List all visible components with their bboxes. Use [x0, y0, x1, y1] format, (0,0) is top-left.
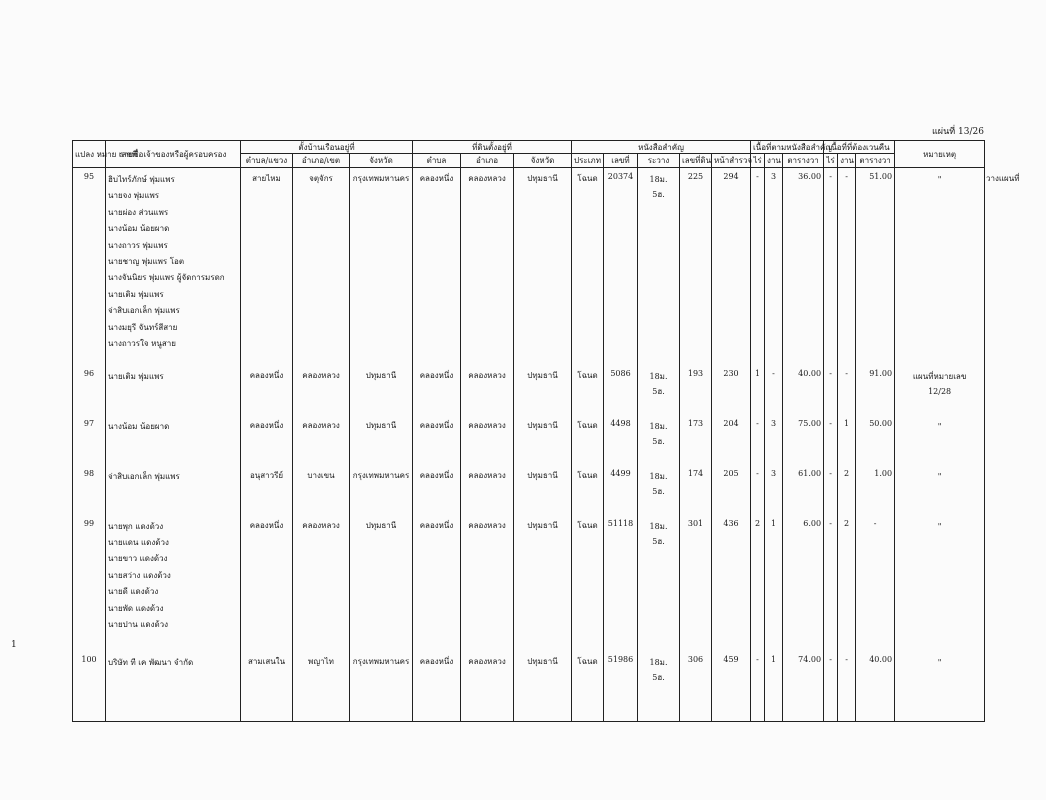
owner-name: นายชาญ พุ่มแพร โอต	[108, 257, 185, 267]
remark-line: "	[937, 521, 942, 531]
header-exp-rai: ไร่	[824, 154, 838, 168]
remark-line: 12/28	[928, 386, 952, 396]
exp-rai: -	[824, 415, 838, 465]
survey-page: 294	[712, 168, 751, 365]
doc-rai: -	[751, 168, 765, 365]
doc-type: โฉนด	[572, 465, 604, 515]
exp-ngan: -	[838, 168, 856, 365]
remark	[895, 415, 985, 465]
header-doc-no: เลขที่	[604, 154, 638, 168]
doc-no: 51118	[604, 515, 638, 643]
doc-sheet	[638, 168, 680, 365]
plot-no: 99	[73, 515, 106, 643]
header-address-province: จังหวัด	[350, 154, 413, 168]
remark-line: แผนที่หมายเลข	[912, 371, 967, 381]
owner-name: นายพัด แดงด้วง	[108, 603, 164, 613]
sheet-line: 18ม.	[649, 471, 668, 481]
doc-type: โฉนด	[572, 365, 604, 415]
doc-ngan: 1	[765, 515, 783, 643]
doc-no: 5086	[604, 365, 638, 415]
header-land-subdistrict: ตำบล	[413, 154, 461, 168]
sheet-line: 18ม.	[649, 421, 668, 431]
address-subdistrict: คลองหนึ่ง	[241, 515, 293, 643]
survey-page: 205	[712, 465, 751, 515]
exp-sqwa: 50.00	[856, 415, 895, 465]
exp-rai: -	[824, 168, 838, 365]
doc-ngan: 3	[765, 415, 783, 465]
owner-name: นายแดน แดงด้วง	[108, 537, 169, 547]
remark	[895, 168, 985, 365]
exp-rai: -	[824, 643, 838, 722]
doc-rai: -	[751, 643, 765, 722]
land-subdistrict: คลองหนึ่ง	[413, 168, 461, 365]
land-district: คลองหลวง	[461, 643, 514, 722]
land-no: 193	[680, 365, 712, 415]
owner-name: นางมยุรี จันทร์สีสาย	[108, 322, 178, 332]
land-no: 173	[680, 415, 712, 465]
exp-rai: -	[824, 365, 838, 415]
land-no: 225	[680, 168, 712, 365]
plot-no: 98	[73, 465, 106, 515]
address-district: คลองหลวง	[293, 515, 350, 643]
sheet-line: 18ม.	[649, 371, 668, 381]
remark-line: "	[937, 657, 942, 667]
owner-name: นางน้อม น้อยผาด	[108, 224, 170, 234]
address-subdistrict: คลองหนึ่ง	[241, 415, 293, 465]
exp-rai: -	[824, 515, 838, 643]
doc-no: 4499	[604, 465, 638, 515]
header-doc-ngan: งาน	[765, 154, 783, 168]
owner-name: นางน้อม น้อยผาด	[108, 421, 170, 431]
header-address-district: อำเภอ/เขต	[293, 154, 350, 168]
owner-name: นายผ่อง ส่วนแพร	[108, 207, 169, 217]
header-exp-ngan: งาน	[838, 154, 856, 168]
doc-sqwa: 74.00	[783, 643, 824, 722]
land-district: คลองหลวง	[461, 515, 514, 643]
doc-no: 51986	[604, 643, 638, 722]
address-province: ปทุมธานี	[350, 515, 413, 643]
owner-name: จ่าสิบเอกเล็ก พุ่มแพร	[108, 471, 180, 481]
owner-name: บริษัท ที เค พัฒนา จำกัด	[108, 657, 194, 667]
exp-sqwa: 91.00	[856, 365, 895, 415]
owner-list	[106, 365, 241, 415]
owner-name: นางจันนิยร พุ่มแพร ผู้จัดการมรดก	[108, 273, 225, 283]
survey-page: 204	[712, 415, 751, 465]
remark-line: "	[937, 421, 942, 431]
land-no: 301	[680, 515, 712, 643]
owner-name: นายจง พุ่มแพร	[108, 191, 160, 201]
owner-name: นายสว่าง แดงด้วง	[108, 570, 171, 580]
expropriation-table	[72, 140, 985, 722]
owner-list	[106, 465, 241, 515]
address-province: กรุงเทพมหานคร	[350, 168, 413, 365]
doc-ngan: 3	[765, 168, 783, 365]
land-province: ปทุมธานี	[514, 515, 572, 643]
owner-name: นายปาน แดงด้วง	[108, 619, 169, 629]
address-province: กรุงเทพมหานคร	[350, 643, 413, 722]
margin-mark: 1	[11, 640, 17, 650]
sheet-line: 18ม.	[649, 521, 668, 531]
owner-list	[106, 643, 241, 722]
owner-name: นางถาวร พุ่มแพร	[108, 240, 168, 250]
table-row	[73, 643, 985, 722]
address-district: พญาไท	[293, 643, 350, 722]
header-doc-group: หนังสือสำคัญ	[572, 141, 751, 154]
exp-ngan: 1	[838, 415, 856, 465]
land-subdistrict: คลองหนึ่ง	[413, 515, 461, 643]
header-doc-survey: หน้าสำรวจ	[712, 154, 751, 168]
doc-sheet	[638, 465, 680, 515]
doc-ngan: 1	[765, 643, 783, 722]
land-subdistrict: คลองหนึ่ง	[413, 465, 461, 515]
sheet-line: 5ฮ.	[652, 672, 665, 682]
table-row	[73, 465, 985, 515]
doc-type: โฉนด	[572, 415, 604, 465]
doc-rai: -	[751, 415, 765, 465]
doc-sqwa: 75.00	[783, 415, 824, 465]
header-area-doc-group: เนื้อที่ตามหนังสือสำคัญ	[751, 141, 824, 154]
sheet-line: 5ฮ.	[652, 386, 665, 396]
doc-sqwa: 36.00	[783, 168, 824, 365]
doc-rai: 1	[751, 365, 765, 415]
doc-sqwa: 61.00	[783, 465, 824, 515]
doc-type: โฉนด	[572, 168, 604, 365]
sheet-line: 5ฮ.	[652, 190, 665, 199]
remark-line: "	[937, 175, 942, 184]
owner-name: นายขาว แดงด้วง	[108, 554, 168, 564]
owner-list	[106, 515, 241, 643]
address-subdistrict: อนุสาวรีย์	[241, 465, 293, 515]
owner-name: นางถาวรใจ หนูสาย	[108, 339, 176, 349]
table-row	[73, 515, 985, 643]
exp-ngan: -	[838, 365, 856, 415]
land-province: ปทุมธานี	[514, 415, 572, 465]
exp-rai: -	[824, 465, 838, 515]
header-address-group: ตั้งบ้านเรือนอยู่ที่	[241, 141, 413, 154]
doc-sheet	[638, 515, 680, 643]
land-subdistrict: คลองหนึ่ง	[413, 643, 461, 722]
sheet-line: 18ม.	[649, 175, 668, 184]
land-district: คลองหลวง	[461, 365, 514, 415]
header-doc-type: ประเภท	[572, 154, 604, 168]
sheet-line: 18ม.	[649, 657, 668, 667]
land-province: ปทุมธานี	[514, 643, 572, 722]
remark	[895, 365, 985, 415]
remark	[895, 465, 985, 515]
survey-page: 436	[712, 515, 751, 643]
remark	[895, 643, 985, 722]
address-subdistrict: สามเสนใน	[241, 643, 293, 722]
header-address-subdistrict: ตำบล/แขวง	[241, 154, 293, 168]
owner-list	[106, 168, 241, 365]
plot-no: 97	[73, 415, 106, 465]
header-plot-no: แปลง หมาย เลขที่	[73, 141, 106, 168]
exp-ngan: -	[838, 643, 856, 722]
address-province: กรุงเทพมหานคร	[350, 465, 413, 515]
doc-type: โฉนด	[572, 515, 604, 643]
doc-sheet	[638, 643, 680, 722]
address-subdistrict: สายไหม	[241, 168, 293, 365]
doc-ngan: -	[765, 365, 783, 415]
address-province: ปทุมธานี	[350, 365, 413, 415]
doc-no: 20374	[604, 168, 638, 365]
table-row	[73, 415, 985, 465]
header-land-province: จังหวัด	[514, 154, 572, 168]
exp-sqwa: 51.00	[856, 168, 895, 365]
remark-line: "	[937, 471, 942, 481]
owner-list	[106, 415, 241, 465]
header-doc-sheet: ระวาง	[638, 154, 680, 168]
doc-no: 4498	[604, 415, 638, 465]
exp-ngan: 2	[838, 465, 856, 515]
survey-page: 459	[712, 643, 751, 722]
side-note: วางแผนที่	[986, 174, 1020, 183]
header-area-exp-group: เนื้อที่ที่ต้องเวนคืน	[824, 141, 895, 154]
owner-name: นายเติม พุ่มแพร	[108, 371, 164, 381]
plot-no: 100	[73, 643, 106, 722]
doc-rai: -	[751, 465, 765, 515]
land-subdistrict: คลองหนึ่ง	[413, 415, 461, 465]
header-land-district: อำเภอ	[461, 154, 514, 168]
address-district: คลองหลวง	[293, 415, 350, 465]
header-remark: หมายเหตุ	[895, 141, 985, 168]
owner-name: นายเติม พุ่มแพร	[108, 289, 164, 299]
address-district: จตุจักร	[293, 168, 350, 365]
land-no: 174	[680, 465, 712, 515]
doc-sqwa: 6.00	[783, 515, 824, 643]
page-number: แผ่นที่ 13/26	[932, 127, 984, 137]
address-subdistrict: คลองหนึ่ง	[241, 365, 293, 415]
sheet-line: 5ฮ.	[652, 536, 665, 546]
remark	[895, 515, 985, 643]
exp-sqwa: 1.00	[856, 465, 895, 515]
plot-no: 95	[73, 168, 106, 365]
address-district: บางเขน	[293, 465, 350, 515]
header-doc-land-no: เลขที่ดิน	[680, 154, 712, 168]
land-no: 306	[680, 643, 712, 722]
doc-rai: 2	[751, 515, 765, 643]
owner-name: จ่าสิบเอกเล็ก พุ่มแพร	[108, 306, 180, 316]
land-subdistrict: คลองหนึ่ง	[413, 365, 461, 415]
land-province: ปทุมธานี	[514, 465, 572, 515]
land-province: ปทุมธานี	[514, 365, 572, 415]
plot-no: 96	[73, 365, 106, 415]
header-exp-sqwa: ตารางวา	[856, 154, 895, 168]
exp-ngan: 2	[838, 515, 856, 643]
land-district: คลองหลวง	[461, 415, 514, 465]
header-owner: รายชื่อเจ้าของหรือผู้ครอบครอง	[106, 141, 241, 168]
doc-type: โฉนด	[572, 643, 604, 722]
address-province: ปทุมธานี	[350, 415, 413, 465]
owner-name: นายพุก แดงด้วง	[108, 521, 164, 531]
doc-ngan: 3	[765, 465, 783, 515]
table-row	[73, 365, 985, 415]
sheet-line: 5ฮ.	[652, 436, 665, 446]
address-district: คลองหลวง	[293, 365, 350, 415]
owner-name: นายดี แดงด้วง	[108, 587, 159, 597]
exp-sqwa: 40.00	[856, 643, 895, 722]
exp-sqwa: -	[856, 515, 895, 643]
doc-sheet	[638, 415, 680, 465]
land-district: คลองหลวง	[461, 168, 514, 365]
land-province: ปทุมธานี	[514, 168, 572, 365]
land-district: คลองหลวง	[461, 465, 514, 515]
header-land-group: ที่ดินตั้งอยู่ที่	[413, 141, 572, 154]
doc-sqwa: 40.00	[783, 365, 824, 415]
table-row	[73, 168, 985, 365]
survey-page: 230	[712, 365, 751, 415]
doc-sheet	[638, 365, 680, 415]
sheet-line: 5ฮ.	[652, 486, 665, 496]
header-doc-rai: ไร่	[751, 154, 765, 168]
owner-name: ฮิบไทร์ภักษ์ พุ่มแพร	[108, 175, 175, 184]
header-doc-sqwa: ตารางวา	[783, 154, 824, 168]
